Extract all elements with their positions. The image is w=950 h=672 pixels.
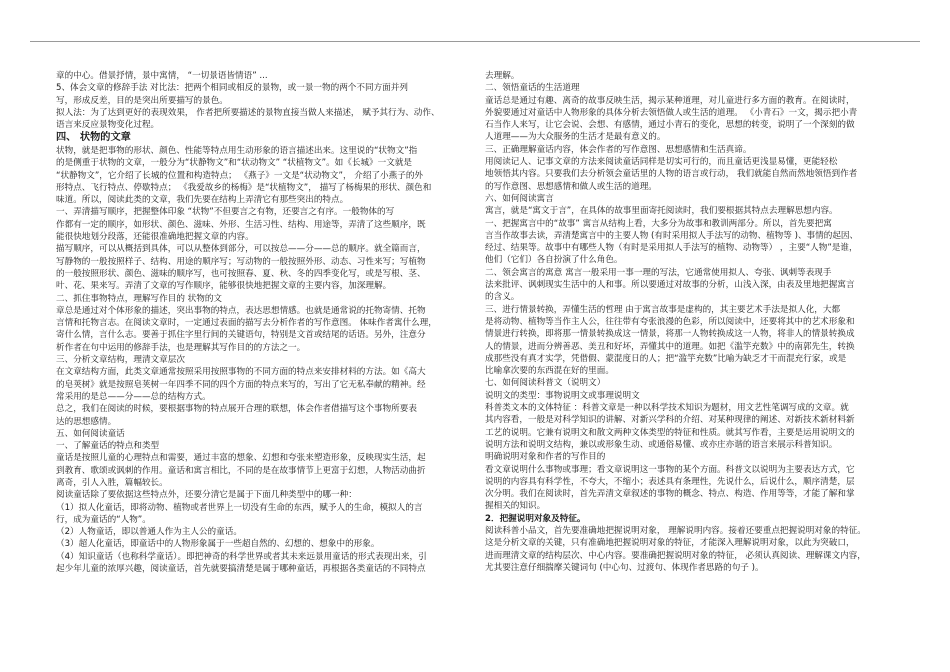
text-line: 言当作故事去读，弄清楚寓言中的主要人物 (有时采用拟人手法写的动物、植物等 )、事情的起因、 (485, 230, 859, 241)
text-line: 起少年儿童的浓厚兴趣，阅读童话，首先就要搞清楚是属于哪种童话，再根据各类童话的不同特点 (56, 564, 426, 575)
right-column (485, 70, 897, 574)
text-line: 状物，就是把事物的形状、颜色、性能等特点用生动形象的语言描述出来。这里说的“状物文”指 (56, 145, 418, 156)
text-line: 二、领悟童话的生活道理 (485, 83, 580, 94)
text-line: 二、领会寓言的寓意 寓言一般采用一事一理的写法，它通常使用拟人、夸张、讽刺等表现手 (485, 267, 832, 278)
text-line: 阅读童话除了要依据这些特点外，还要分清它是属于下面几种类型中的哪一种： (56, 490, 357, 501)
text-line: 去理解。 (485, 71, 520, 81)
text-line: 味道。所以，阅读此类的文章，我们先要在结构上弄清它有那些突出的特点。 (56, 195, 349, 206)
text-line: 其内容看，一般是对科学知识的讲解、对新兴学科的介绍、对某种现律的阐述、对新技术新材料新 (485, 415, 855, 426)
text-line: 写静物的一般按照样子、结构、用途的顺序写；写动物的一般按照外形、动态、习性来写；写植物 (56, 256, 426, 267)
text-line: 三、正确理解童话内容，体会作者的写作意图、思想感情和生活真谛。 (485, 144, 752, 155)
text-line: 寓言，就是“寓文于言”，在具体的故事里面寄托阅读时，我们要根据其特点去理解思想内容。 (485, 206, 838, 217)
text-line: 达的思想感情。 (56, 416, 117, 427)
text-line: “状静物文”，它介绍了长城的位置和构造特点； 《燕子》一文是“状动物文”， 介绍了小燕子的外 (56, 170, 424, 181)
text-line: 总之，我们在阅读的时候，要根据事物的特点展开合理的联想，体会作者借描写这个事物所要表 (56, 404, 417, 415)
text-line: 章的中心。借景抒情，景中寓情， “一切景语皆情语” ... (56, 71, 268, 81)
text-line: 握相关的知识。 (485, 501, 546, 512)
text-line: 写，形成反差，目的是突出所要描写的景色。 (56, 95, 228, 106)
text-line: 七、如何阅读科普文（说明文） (485, 378, 606, 389)
text-line: 二、抓住事物特点，理解写作目的 状物的文 (56, 293, 223, 304)
text-line: 石当作人来写，让它会说、会想、有感情，通过小青石的变化，思想的转变，说明了一个深刻的做 (485, 120, 855, 131)
text-line: 人道理——为大众服务的生活才是最有意义的。 (485, 132, 666, 143)
text-line: 明确说明对象和作者的写作目的 (485, 452, 606, 463)
text-line: 阅读科普小品文，首先要准确地把握说明对象， 理解说明内容。接着还要重点把握说明对象的特征。 (485, 525, 866, 536)
text-line: 形特点、飞行特点、停歇特点； 《我爱故乡的杨梅》是“状植物文”， 描写了杨梅果的形状、颜色和 (56, 182, 432, 193)
header-rule (30, 41, 920, 42)
text-line: （1）拟人化童话，即将动物、植物或者世界上一切没有生命的东西，赋予人的生命，模拟人的言 (56, 502, 423, 513)
text-line: 成那些没有真才实学，凭借假、蒙混度日的人；把“滥竽充数”比喻为缺乏才干而混充行家，或是 (485, 353, 847, 364)
text-line: 叶、花、果来写。弄清了文章的写作顺序，能够很快地把握文章的主要内容，加深理解。 (56, 281, 392, 292)
text-line: 言情和托物言志。在阅读文章时，一定通过表面的描写去分析作者的写作意图。 体味作者寓什么理， (56, 318, 437, 329)
text-line: 拟人法：为了达到更好的表现效果， 作者把所要描述的景物直接当做人来描述， 赋予其行为、动作、 (56, 107, 440, 118)
text-line: 用阅读记人、记事文章的方法来阅读童话同样是切实可行的，而且童话更浅显易懂，更能轻松 (485, 157, 838, 168)
text-line: 工艺的说明。它兼有说明文和散文两种文体类型的特征和性质。就其写作看，主要是运用说明文的 (485, 427, 855, 438)
text-line: 章总是通过对个体形象的描述，突出事物的特点，表达思想情感。也就是通常说的托物寄情、托物 (56, 305, 426, 316)
text-line: 的含义。 (485, 292, 520, 303)
text-line: （4）知识童话（也称科学童话）。即把神奇的科学世界或者其未来远景用童话的形式表现出来，引 (56, 551, 427, 562)
text-line: 外貌要通过对童话中人物形象的具体分析去领悟做人或生活的道理。 《小青石》一文，揭示把小青 (485, 107, 858, 118)
text-line: 法来批评、讽刺现实生活中的人和事。所以要通过对故事的分析，山浅入深，由表及里地把握寓言 (485, 280, 855, 291)
text-line: 寄什么情，言什么志。要善于抓住字里行间的关键语句，特别是文首或结尾的话语。另外，注意分 (56, 330, 426, 341)
text-line: 行，成为童话的“人物”。 (56, 514, 151, 525)
text-line: 三、进行情景转换，弄懂生活的哲理 由于寓言故事是虚构的，其主要艺术手法是拟人化，大都 (485, 304, 841, 315)
text-line: 说明文的类型：事物说明文或事理说明文 (485, 390, 640, 401)
text-line: 到教育、歌颂或讽刺的作用。童话和寓言相比，不同的是在故事情节上更富于幻想，人物活动曲折 (56, 465, 426, 476)
text-line: 的皂荚树》就是按照皂荚树一年四季不同的四个方面的特点来写的，写出了它无私奉献的精神。经 (56, 379, 426, 390)
text-line: 地领悟其内容。只要我们去分析领会童话里的人物的语言或行动， 我们就能自然而然地领悟到作者 (485, 169, 858, 180)
text-line: 三、分析文章结构，理清文章层次 (56, 355, 185, 366)
text-line: 进而理清文章的结构层次、中心内容。要准确把握说明对象的特征， 必须认真阅读、理解课文内容， (485, 550, 866, 561)
text-line: 经过、结果等。故事中有哪些人物（有时是采用拟人手法写的植物、动物等） ，主要“人物”是谁， (485, 243, 858, 254)
text-line: 离奇，引人入胜，篇幅较长。 (56, 478, 168, 488)
text-line: 六、如何阅读寓言 (485, 193, 554, 204)
text-line: 五、如何阅读童话 (56, 428, 125, 439)
text-line: 说明的内容具有科学性，不夸大，不缩小；表述具有条理性，先说什么，后说什么，顺序清楚，层 (485, 476, 855, 487)
text-line: 人的情景，进而分辨善恶、美丑和好坏，弄懂其中的道理。如把《滥竽充数》中的南郭先生，转换 (485, 341, 855, 352)
text-line: 尤其要注意仔细揣摩关键词句 (中心句、过渡句、体现作者思路的句子 )。 (485, 562, 764, 573)
text-line: 5、体会文章的修辞手法 对比法：把两个相同或相反的景物，或一景一物的两个不同方面并列 (56, 83, 408, 94)
text-line: 的是侧重于状物的文章，一般分为“状静物文”和“状动物文” “状植物文”。如《长城》一文就是 (56, 158, 413, 169)
text-line: 能很快地划分段落，还能很准确地把握文章的内容。 (56, 232, 254, 243)
left-column (56, 70, 468, 575)
text-line: 2．把握说明对象及特征。 (485, 513, 586, 524)
text-line: 一、了解童话的特点和类型 (56, 441, 160, 452)
text-line: 的写作意图、思想感情和做人或生活的道理。 (485, 181, 657, 192)
text-line: 看文章说明什么事物或事理；看文章说明这一事物的某个方面。科普文以说明为主要表达方式，它 (485, 464, 855, 475)
text-line: 情景进行转换，即将那一情景转换成这一情景，将那一人物转换成这一人物，将非人的情景转换成 (485, 329, 855, 340)
text-line: 童话总是通过有趣、离奇的故事反映生活，揭示某种道理，对儿童进行多方面的教育。在阅读时， (485, 95, 855, 106)
text-line: 一、弄清描写顺序，把握整体印象 “状物”不但要言之有物，还要言之有序。一般物体的写 (56, 207, 395, 218)
text-line: 作都有一定的顺序，如形状、颜色、滋味、外形、生活习性、结构、用途等，弄清了这些顺序，既 (56, 219, 426, 230)
text-line: 他们（它们）各自扮演了什么角色。 (485, 255, 623, 266)
text-line: 四、 状物的文章 (56, 132, 131, 144)
text-line: 常采用的是总——分——总的结构方式。 (56, 391, 211, 402)
text-line: 童话是按照儿童的心理特点和需要，通过丰富的想象、幻想和夸张来塑造形象，反映现实生活，起 (56, 453, 426, 464)
text-line: 在文章结构方面，此类文章通常按照采用按照事物的不同方面的特点来安排材料的方法。如《高大 (56, 367, 426, 378)
text-line: 描写顺序，可以从概括到具体，可以从整体到部分，可以按总——分——总的顺序。就全篇而言， (56, 244, 426, 255)
text-line: 次分明。我们在阅读时，首先弄清文章叙述的事物的概念、特点、构造、作用等等，才能了解和掌 (485, 489, 855, 500)
text-line: 科普类文本的文体特征 ：科普文章是一种以科学技术知识为题材，用文艺性笔调写成的文章。就 (485, 403, 849, 414)
text-line: （3）超人化童话，即童话中的人物形象属于一些超自然的、幻想的、想象中的形象。 (56, 539, 380, 550)
text-line: （2）人物童话，即以普通人作为主人公的童话。 (56, 527, 242, 538)
text-line: 析作者在句中运用的修辞手法，也是理解其写作目的的方法之一。 (56, 342, 306, 353)
text-line: 是将动物、植物等当作主人公，往往带有夸张浪漫的色彩，所以阅读中，还要将其中的艺术形象和 (485, 316, 855, 327)
text-line: 比喻拿次要的东西混在好的里面。 (485, 366, 614, 377)
text-line: 的一般按照形状、颜色、滋味的顺序写，也可按照春、夏、秋、冬的四季变化写，或是写根、茎、 (56, 268, 426, 279)
text-line: 一、把握寓言中的“故事” 寓言从结构上看，大多分为故事和教训两部分。所以，首先要把寓 (485, 218, 832, 229)
text-line: 这是分析文章的关键，只有准确地把握说明对象的特征，才能深入理解说明对象，以此为突破口， (485, 538, 855, 549)
text-line: 说明方法和说明文结构，兼以或形象生动、或通俗易懂、或亦庄亦谐的语言来展示科普知识。 (485, 439, 838, 450)
text-line: 语言来反应景物变化过程。 (56, 120, 160, 131)
